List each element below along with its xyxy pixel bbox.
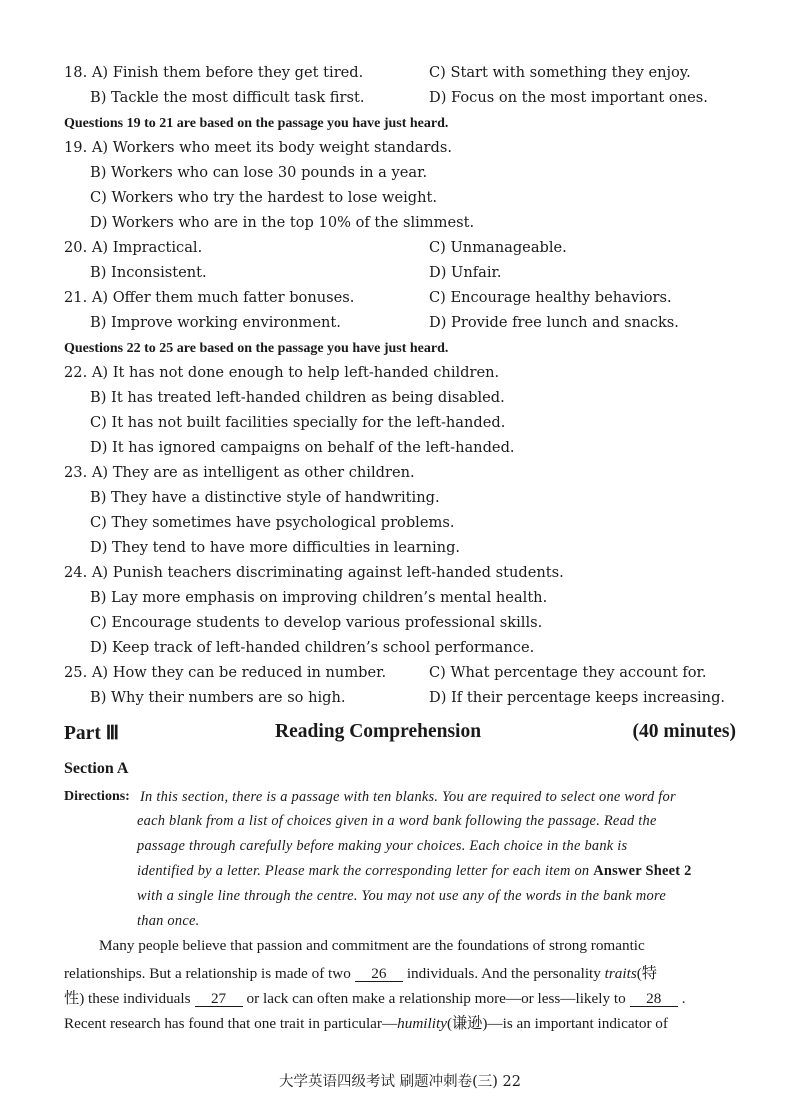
q23-option-d: D) They tend to have more difficulties in learning. [90, 539, 461, 556]
directions-line [137, 863, 692, 880]
q25-option-c: C) What percentage they account for. [429, 664, 707, 681]
q22-option-b: B) It has treated left-handed children as being disabled. [90, 389, 505, 406]
directions-text: identified by a letter. Please mark the corresponding letter for each item on [137, 863, 594, 879]
q22-option-d: D) It has ignored campaigns on behalf of the left-handed. [90, 439, 515, 456]
q18-option-b: B) Tackle the most difficult task first. [90, 89, 365, 106]
passage-text: . [681, 990, 686, 1007]
q23-option-b: B) They have a distinctive style of handwriting. [90, 489, 440, 506]
q20-option-a: 20. A) Impractical. [64, 239, 203, 256]
section-header-22-25: Questions 22 to 25 are based on the passage you have just heard. [64, 341, 449, 356]
answer-sheet-label: Answer Sheet 2 [593, 863, 692, 879]
passage-text: Recent research has found that one trait in particular— [64, 1015, 398, 1032]
part-title: Reading Comprehension [275, 721, 482, 742]
part-heading [64, 721, 736, 747]
directions-line: each blank from a list of choices given in a word bank following the passage. Read the [137, 813, 657, 829]
q21-option-b: B) Improve working environment. [90, 314, 341, 331]
q24-option-b: B) Lay more emphasis on improving children’s mental health. [90, 589, 548, 606]
directions-line: than once. [137, 913, 200, 929]
q18-option-d: D) Focus on the most important ones. [429, 89, 708, 106]
passage-line: Many people believe that passion and commitment are the foundations of strong romantic [99, 937, 645, 954]
q24-option-d: D) Keep track of left-handed children’s school performance. [90, 639, 535, 656]
section-header-19-21: Questions 19 to 21 are based on the passage you have just heard. [64, 116, 449, 131]
passage-text: 性) these individuals [64, 990, 191, 1007]
q19-option-a: 19. A) Workers who meet its body weight standards. [64, 139, 453, 156]
passage-text: relationships. But a relationship is made of two [64, 965, 351, 982]
directions-line: passage through carefully before making your choices. Each choice in the bank is [137, 838, 628, 854]
q20-option-d: D) Unfair. [429, 264, 502, 281]
passage-text: or lack can often make a relationship more—or less—likely to [246, 990, 626, 1007]
directions-label: Directions: [64, 789, 130, 804]
q21-option-d: D) Provide free lunch and snacks. [429, 314, 679, 331]
passage-text: (谦逊)—is an important indicator of [446, 1015, 668, 1032]
part-label: Part Ⅲ [64, 723, 120, 744]
q24-option-a: 24. A) Punish teachers discriminating against left-handed students. [64, 564, 564, 581]
q25-option-b: B) Why their numbers are so high. [90, 689, 346, 706]
q25-option-a: 25. A) How they can be reduced in number. [64, 664, 387, 681]
q21-option-a: 21. A) Offer them much fatter bonuses. [64, 289, 355, 306]
directions-line: with a single line through the centre. You may not use any of the words in the bank more [137, 888, 666, 904]
q24-option-c: C) Encourage students to develop various professional skills. [90, 614, 543, 631]
q19-option-c: C) Workers who try the hardest to lose weight. [90, 189, 438, 206]
q20-option-b: B) Inconsistent. [90, 264, 207, 281]
passage-gloss: (特 [636, 965, 657, 982]
page-footer: 大学英语四级考试 刷题冲刺卷(三) 22 [279, 1074, 521, 1090]
q23-option-a: 23. A) They are as intelligent as other children. [64, 464, 415, 481]
q22-option-a: 22. A) It has not done enough to help left-handed children. [64, 364, 500, 381]
q19-option-d: D) Workers who are in the top 10% of the slimmest. [90, 214, 475, 231]
blank-26: 26 [355, 966, 403, 982]
blank-28: 28 [630, 991, 678, 1007]
q19-option-b: B) Workers who can lose 30 pounds in a year. [90, 164, 428, 181]
blank-27: 27 [195, 991, 243, 1007]
q25-option-d: D) If their percentage keeps increasing. [429, 689, 726, 706]
q22-option-c: C) It has not built facilities specially for the left-handed. [90, 414, 506, 431]
q18-option-a: 18. A) Finish them before they get tired. [64, 64, 364, 81]
q23-option-c: C) They sometimes have psychological problems. [90, 514, 455, 531]
passage-line [64, 1012, 668, 1033]
q20-option-c: C) Unmanageable. [429, 239, 567, 256]
passage-line [64, 987, 686, 1008]
passage-term: humility [397, 1015, 447, 1032]
passage-line [64, 962, 657, 983]
passage-term: traits [604, 965, 637, 982]
part-time: (40 minutes) [632, 721, 736, 742]
q21-option-c: C) Encourage healthy behaviors. [429, 289, 672, 306]
section-title: Section A [64, 760, 129, 777]
passage-text: individuals. And the personality [406, 965, 601, 982]
q18-option-c: C) Start with something they enjoy. [429, 64, 691, 81]
directions-line: In this section, there is a passage with ten blanks. You are required to select one word for [140, 789, 676, 805]
